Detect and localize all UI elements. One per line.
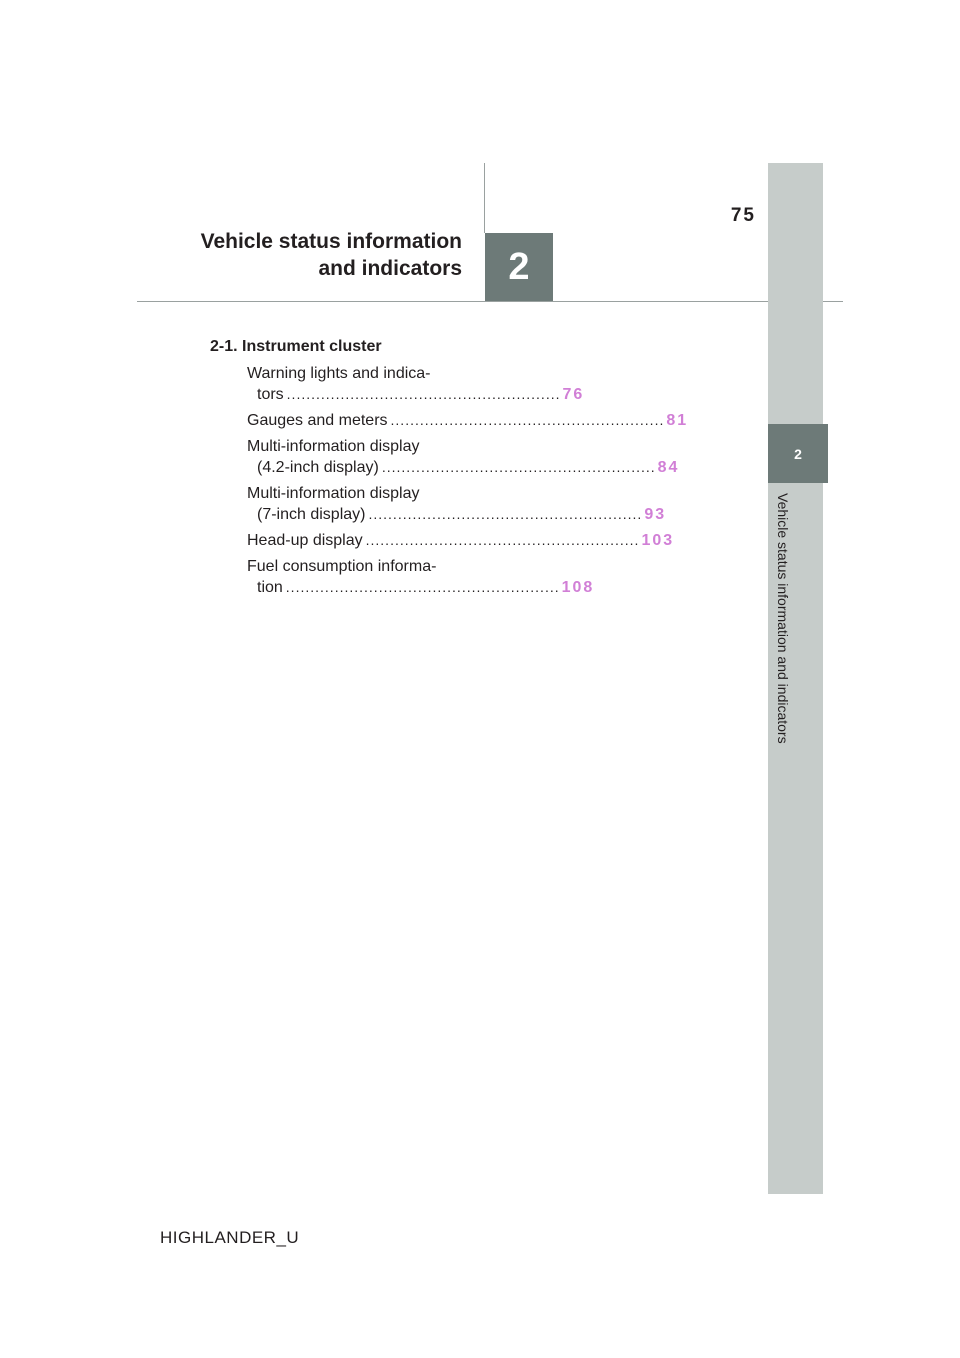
side-tab-chapter-number: 2 bbox=[768, 424, 828, 483]
toc-entry-line bbox=[247, 410, 689, 431]
toc-entry-title-cont: tors bbox=[257, 386, 284, 403]
toc-entry[interactable] bbox=[247, 363, 585, 405]
toc-entry[interactable] bbox=[247, 556, 595, 598]
toc-entry[interactable] bbox=[247, 410, 689, 431]
header-divider-vertical bbox=[484, 163, 485, 233]
toc-page-link[interactable]: 103 bbox=[641, 532, 675, 549]
toc-entry[interactable] bbox=[247, 483, 667, 525]
toc-page-link[interactable]: 93 bbox=[644, 506, 667, 523]
toc-entry-title-cont: (7-inch display) bbox=[257, 506, 366, 523]
footer-model-code: HIGHLANDER_U bbox=[160, 1228, 300, 1247]
chapter-title-line1: Vehicle status information bbox=[200, 230, 462, 253]
toc-entry-title: Fuel consumption informa- bbox=[247, 558, 437, 575]
toc-dot-leader: ........................................................ bbox=[390, 412, 665, 428]
toc-entry-line bbox=[247, 530, 675, 551]
toc-list bbox=[247, 363, 689, 603]
chapter-title bbox=[190, 228, 462, 282]
toc-page-link[interactable]: 76 bbox=[562, 386, 585, 403]
chapter-number-box: 2 bbox=[485, 233, 553, 301]
toc-entry-title: Gauges and meters bbox=[247, 412, 388, 429]
page-number: 75 bbox=[730, 205, 756, 226]
side-tab-label: Vehicle status information and indicators bbox=[775, 493, 791, 744]
toc-entry[interactable] bbox=[247, 436, 680, 478]
chapter-title-line2: and indicators bbox=[318, 257, 462, 280]
toc-entry-line bbox=[247, 457, 680, 478]
toc-entry[interactable] bbox=[247, 530, 675, 551]
toc-entry-line bbox=[247, 577, 595, 598]
toc-page-link[interactable]: 84 bbox=[657, 459, 680, 476]
toc-entry-title: Head-up display bbox=[247, 532, 363, 549]
toc-dot-leader: ........................................................ bbox=[285, 579, 560, 595]
toc-dot-leader: ........................................................ bbox=[381, 459, 656, 475]
toc-dot-leader: ........................................................ bbox=[365, 532, 640, 548]
toc-entry-title-cont: tion bbox=[257, 579, 283, 596]
toc-page-link[interactable]: 108 bbox=[561, 579, 595, 596]
toc-entry-line bbox=[247, 504, 667, 525]
toc-dot-leader: ........................................................ bbox=[286, 386, 561, 402]
toc-entry-line bbox=[247, 384, 585, 405]
toc-entry-title-cont: (4.2-inch display) bbox=[257, 459, 379, 476]
toc-dot-leader: ........................................................ bbox=[368, 506, 643, 522]
toc-entry-title: Multi-information display bbox=[247, 485, 420, 502]
section-header: 2-1. Instrument cluster bbox=[210, 338, 382, 355]
toc-entry-title: Multi-information display bbox=[247, 438, 420, 455]
header-divider-horizontal bbox=[137, 301, 843, 302]
toc-page-link[interactable]: 81 bbox=[666, 412, 689, 429]
toc-entry-title: Warning lights and indica- bbox=[247, 365, 431, 382]
